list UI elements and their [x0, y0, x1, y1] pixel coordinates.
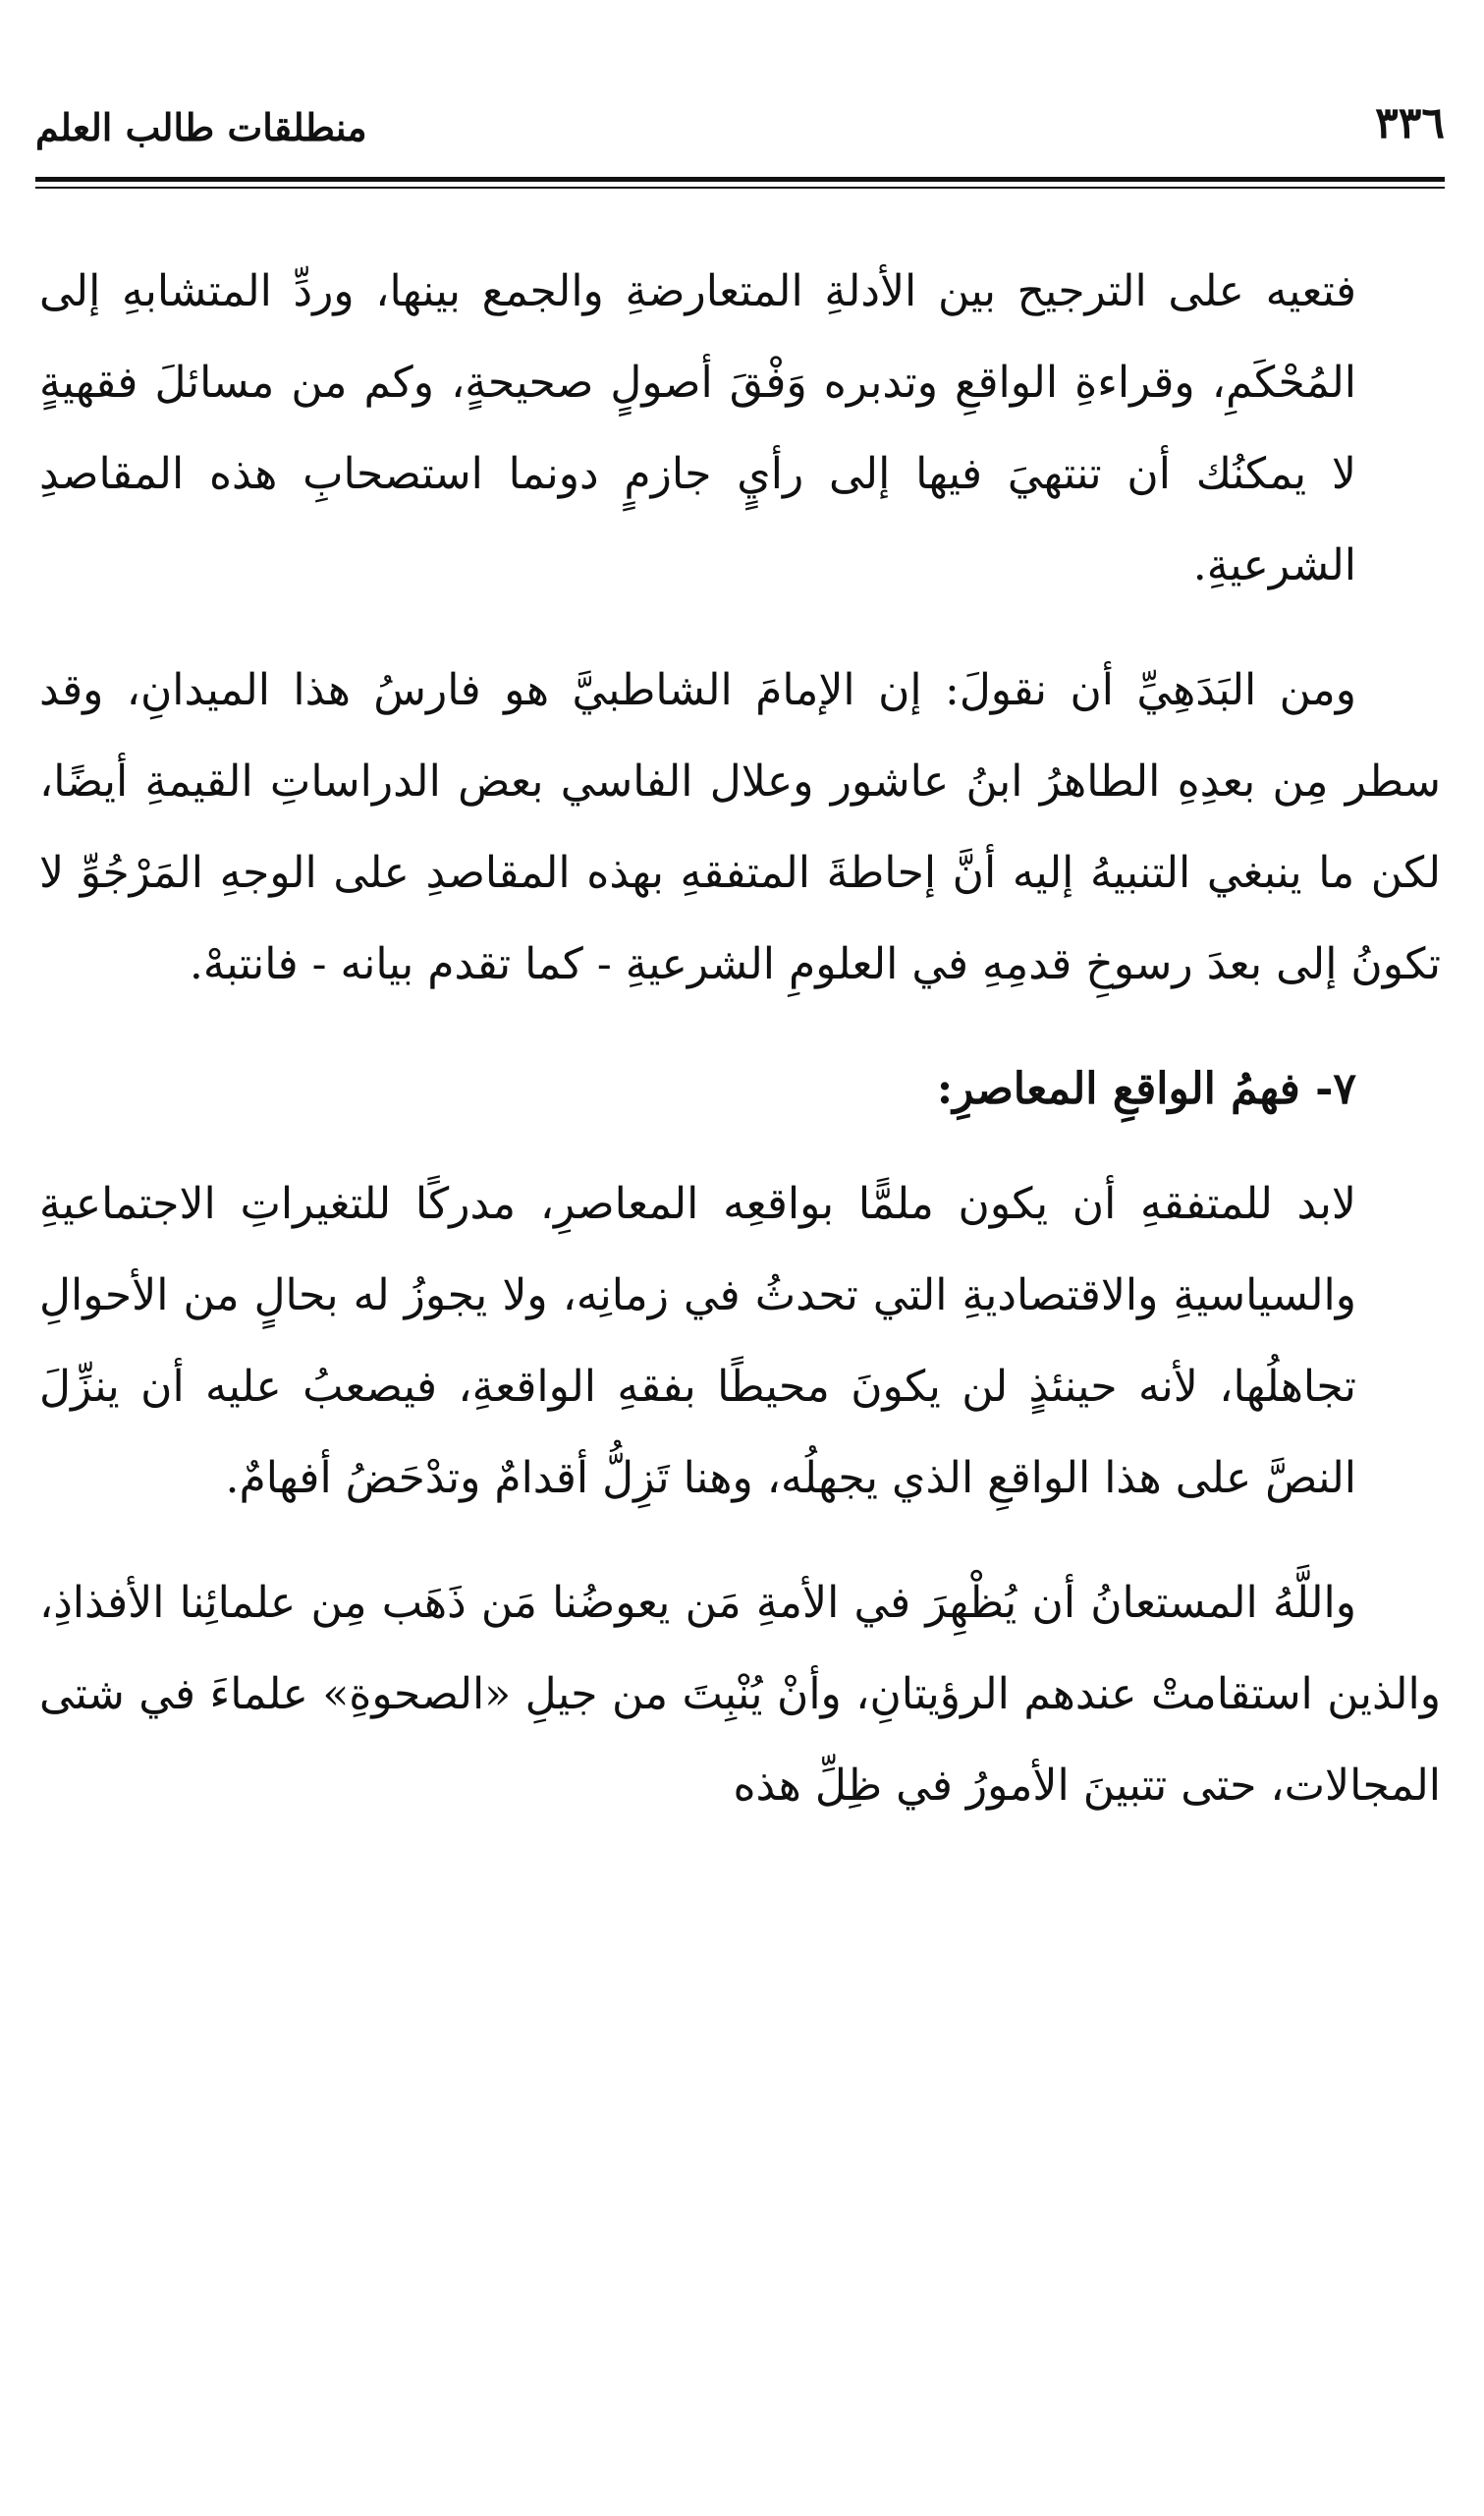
paragraph-2: ومن البَدَهِيِّ أن نقولَ: إن الإمامَ الشاطبيَّ هو فارسُ هذا الميدانِ، وقد سطر مِن بعدِهِ الطاهرُ ابنُ عاشور وعلال الفاسي بعض الدراساتِ القيمةِ أيضًا، لكن ما ينبغي التنبيهُ إليه أنَّ إحاطةَ المتفقهِ بهذه المقاصدِ على الوجهِ المَرْجُوِّ لا تكونُ إلى بعدَ رسوخِ قدمِهِ في العلومِ الشرعيةِ - كما تقدم بيانه - فانتبهْ.: [39, 665, 1441, 989]
running-title: منطلقات طالب العلم: [35, 105, 367, 149]
paragraph-4: واللَّهُ المستعانُ أن يُظْهِرَ في الأمةِ مَن يعوضُنا مَن ذَهَب مِن علمائِنا الأفذاذِ، والذين استقامتْ عندهم الرؤيتانِ، وأنْ يُنْبِتَ من جيلِ «الصحوةِ» علماءَ في شتى المجالات، حتى تتبينَ الأمورُ في ظِلِّ هذه: [39, 1578, 1441, 1811]
paragraph-3: لابد للمتفقهِ أن يكون ملمًّا بواقعِه المعاصرِ، مدركًا للتغيراتِ الاجتماعيةِ والسياسيةِ والاقتصاديةِ التي تحدثُ في زمانِه، ولا يجوزُ له بحالٍ من الأحوالِ تجاهلُها، لأنه حينئذٍ لن يكونَ محيطًا بفقهِ الواقعةِ، فيصعبُ عليه أن ينزِّلَ النصَّ على هذا الواقعِ الذي يجهلُه، وهنا تَزِلُّ أقدامٌ وتدْحَضُ أفهامٌ.: [39, 1179, 1356, 1503]
header-rule-thick: [35, 177, 1445, 182]
header-rule-thin: [35, 187, 1445, 189]
page-number: ٣٣٦: [1375, 98, 1445, 148]
body-text: [39, 246, 1441, 1865]
paragraph-1: فتعيه على الترجيح بين الأدلةِ المتعارضةِ والجمع بينها، وردِّ المتشابهِ إلى المُحْكَمِ، وقراءةِ الواقعِ وتدبره وَفْقَ أصولٍ صحيحةٍ، وكم من مسائلَ فقهيةٍ لا يمكنُك أن تنتهيَ فيها إلى رأيٍ جازمٍ دونما استصحابِ هذه المقاصدِ الشرعيةِ.: [39, 266, 1356, 590]
section-heading: ٧- فهمُ الواقعِ المعاصرِ:: [936, 1064, 1356, 1114]
page-header: [35, 94, 1445, 163]
